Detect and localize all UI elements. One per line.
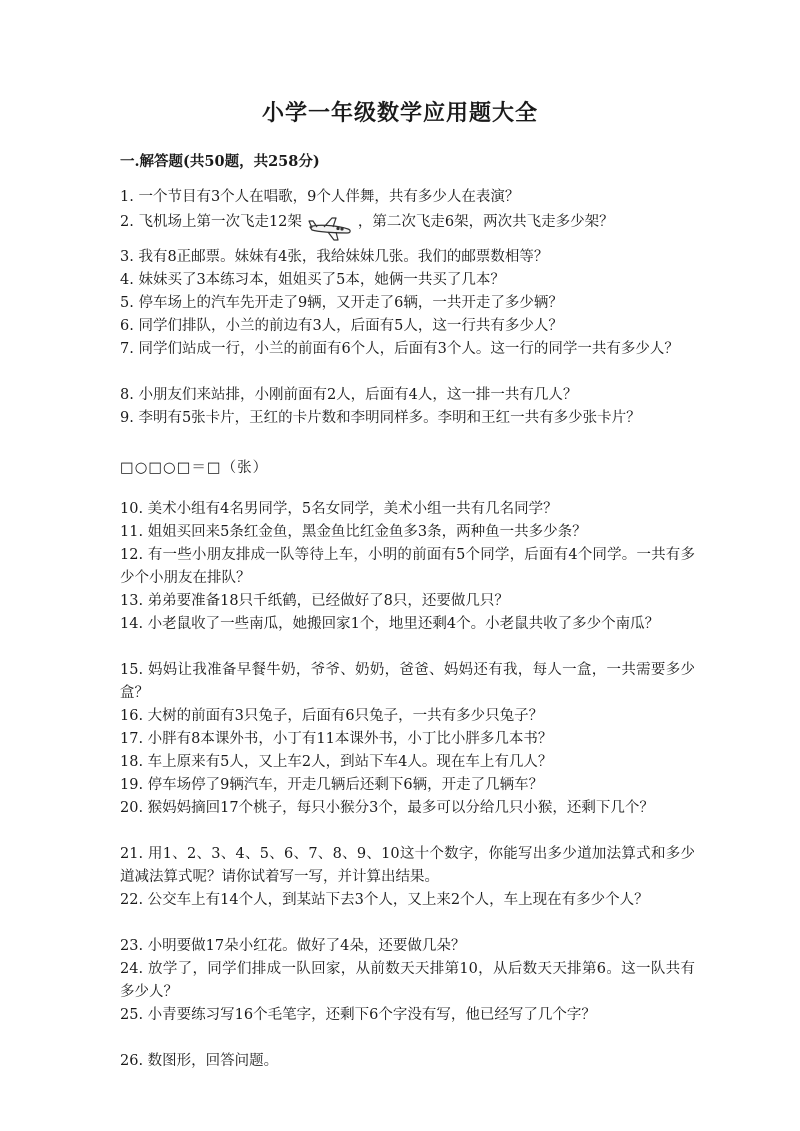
question-2-part2: ，第二次飞走6架，两次共飞走多少架？ bbox=[357, 214, 614, 230]
question-26: 26. 数图形，回答问题。 bbox=[120, 1053, 279, 1069]
formula-blank: □○□○□＝□（张） bbox=[120, 460, 269, 476]
question-9: 9. 李明有5张卡片，王红的卡片数和李明同样多。李明和王红一共有多少张卡片？ bbox=[120, 410, 641, 426]
question-21: 21. 用1、2、3、4、5、6、7、8、9、10这十个数字，你能写出多少道加法算式和多少道减法算式呢？请你试着写一写，并计算出结果。 bbox=[120, 846, 695, 885]
question-6: 6. 同学们排队，小兰的前边有3人，后面有5人，这一行共有多少人？ bbox=[120, 318, 563, 334]
question-10: 10. 美术小组有4名男同学，5名女同学，美术小组一共有几名同学？ bbox=[120, 501, 558, 517]
question-23: 23. 小明要做17朵小红花。做好了4朵，还要做几朵？ bbox=[120, 938, 466, 954]
question-25: 25. 小青要练习写16个毛笔字，还剩下6个字没有写，他已经写了几个字？ bbox=[120, 1007, 596, 1023]
question-24: 24. 放学了，同学们排成一队回家，从前数天天排第10，从后数天天排第6。这一队共有多少人？ bbox=[120, 961, 695, 1000]
question-8: 8. 小朋友们来站排，小刚前面有2人，后面有4人，这一排一共有几人？ bbox=[120, 387, 578, 403]
question-2 bbox=[120, 209, 695, 235]
question-5: 5. 停车场上的汽车先开走了9辆，又开走了6辆，一共开走了多少辆？ bbox=[120, 295, 563, 311]
question-16: 16. 大树的前面有3只兔子，后面有6只兔子，一共有多少只兔子？ bbox=[120, 708, 544, 724]
airplane-icon bbox=[306, 215, 354, 241]
question-4: 4. 妹妹买了3本练习本，姐姐买了5本，她俩一共买了几本？ bbox=[120, 272, 505, 288]
question-1: 1. 一个节目有3个人在唱歌，9个人伴舞，共有多少人在表演？ bbox=[120, 189, 520, 205]
question-3: 3. 我有8正邮票。妹妹有4张，我给妹妹几张。我们的邮票数相等？ bbox=[120, 249, 549, 265]
section-heading: 一.解答题(共50题，共258分) bbox=[120, 153, 320, 170]
question-12: 12. 有一些小朋友排成一队等待上车，小明的前面有5个同学，后面有4个同学。一共有多少个小朋友在排队？ bbox=[120, 547, 695, 586]
question-14: 14. 小老鼠收了一些南瓜，她搬回家1个，地里还剩4个。小老鼠共收了多少个南瓜？ bbox=[120, 616, 660, 632]
question-18: 18. 车上原来有5人，又上车2人，到站下车4人。现在车上有几人？ bbox=[120, 754, 553, 770]
question-13: 13. 弟弟要准备18只千纸鹤，已经做好了8只，还要做几只？ bbox=[120, 593, 509, 609]
question-11: 11. 姐姐买回来5条红金鱼，黑金鱼比红金鱼多3条，两种鱼一共多少条？ bbox=[120, 524, 587, 540]
page-title: 小学一年级数学应用题大全 bbox=[261, 100, 538, 126]
question-22: 22. 公交车上有14个人，到某站下去3个人，又上来2个人，车上现在有多少个人？ bbox=[120, 892, 649, 908]
question-20: 20. 猴妈妈摘回17个桃子，每只小猴分3个，最多可以分给几只小猴，还剩下几个？ bbox=[120, 800, 654, 816]
question-7: 7. 同学们站成一行，小兰的前面有6个人，后面有3个人。这一行的同学一共有多少人？ bbox=[120, 341, 679, 357]
question-15: 15. 妈妈让我准备早餐牛奶，爷爷、奶奶，爸爸、妈妈还有我，每人一盒，一共需要多少盒？ bbox=[120, 662, 695, 701]
question-2-part1: 2. 飞机场上第一次飞走12架 bbox=[120, 214, 302, 230]
question-17: 17. 小胖有8本课外书，小丁有11本课外书，小丁比小胖多几本书？ bbox=[120, 731, 553, 747]
question-19: 19. 停车场停了9辆汽车，开走几辆后还剩下6辆，开走了几辆车？ bbox=[120, 777, 544, 793]
